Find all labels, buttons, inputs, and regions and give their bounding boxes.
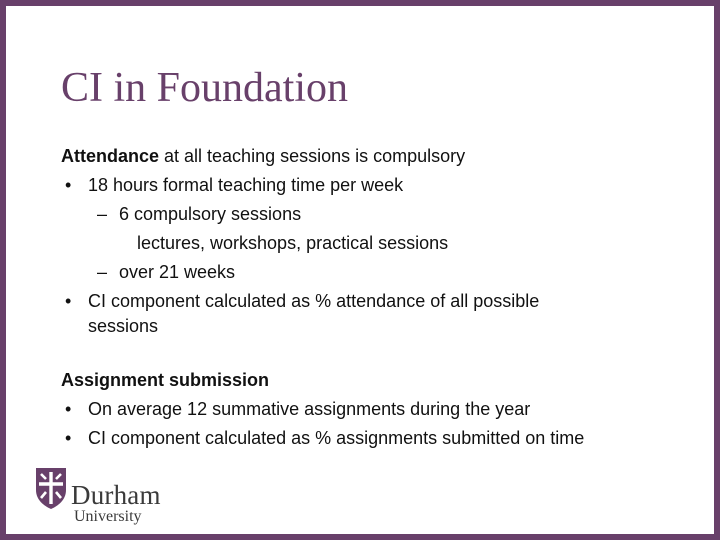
dash-marker: – [97,262,108,282]
dash-marker: – [97,204,108,224]
logo-wordmark: Durham [71,480,161,510]
sub-bullet-item [61,258,661,287]
sub-bullet-text: 6 compulsory sessions [119,204,302,224]
bullet-marker: • [65,175,72,195]
bullet-item [61,395,661,424]
bullet-text: 18 hours formal teaching time per week [88,175,404,195]
bullet-item [61,287,661,316]
attendance-heading-rest: at all teaching sessions is compulsory [159,146,466,166]
logo-subtitle: University [74,508,142,525]
sub-bullet-detail: lectures, workshops, practical sessions [137,233,449,253]
attendance-heading-bold: Attendance [61,146,160,166]
bullet-marker: • [65,399,72,419]
bullet-item [61,171,661,200]
sub-bullet-text: over 21 weeks [119,262,236,282]
sub-bullet-item [61,200,661,229]
bullet-text: CI component calculated as % assignments submitted on time [88,428,585,448]
bullet-marker: • [65,428,72,448]
assignment-heading: Assignment submission [61,370,270,390]
bullet-text-continuation: sessions [88,316,159,336]
crest-icon [34,466,68,510]
bullet-item [61,424,661,453]
bullet-text: CI component calculated as % attendance of all possible [88,291,540,311]
slide-body [61,142,661,453]
slide-title: CI in Foundation [61,65,349,111]
bullet-marker: • [65,291,72,311]
attendance-heading [61,142,661,171]
bullet-text: On average 12 summative assignments during the year [88,399,531,419]
durham-university-logo [34,466,174,528]
section-spacer [61,337,661,366]
